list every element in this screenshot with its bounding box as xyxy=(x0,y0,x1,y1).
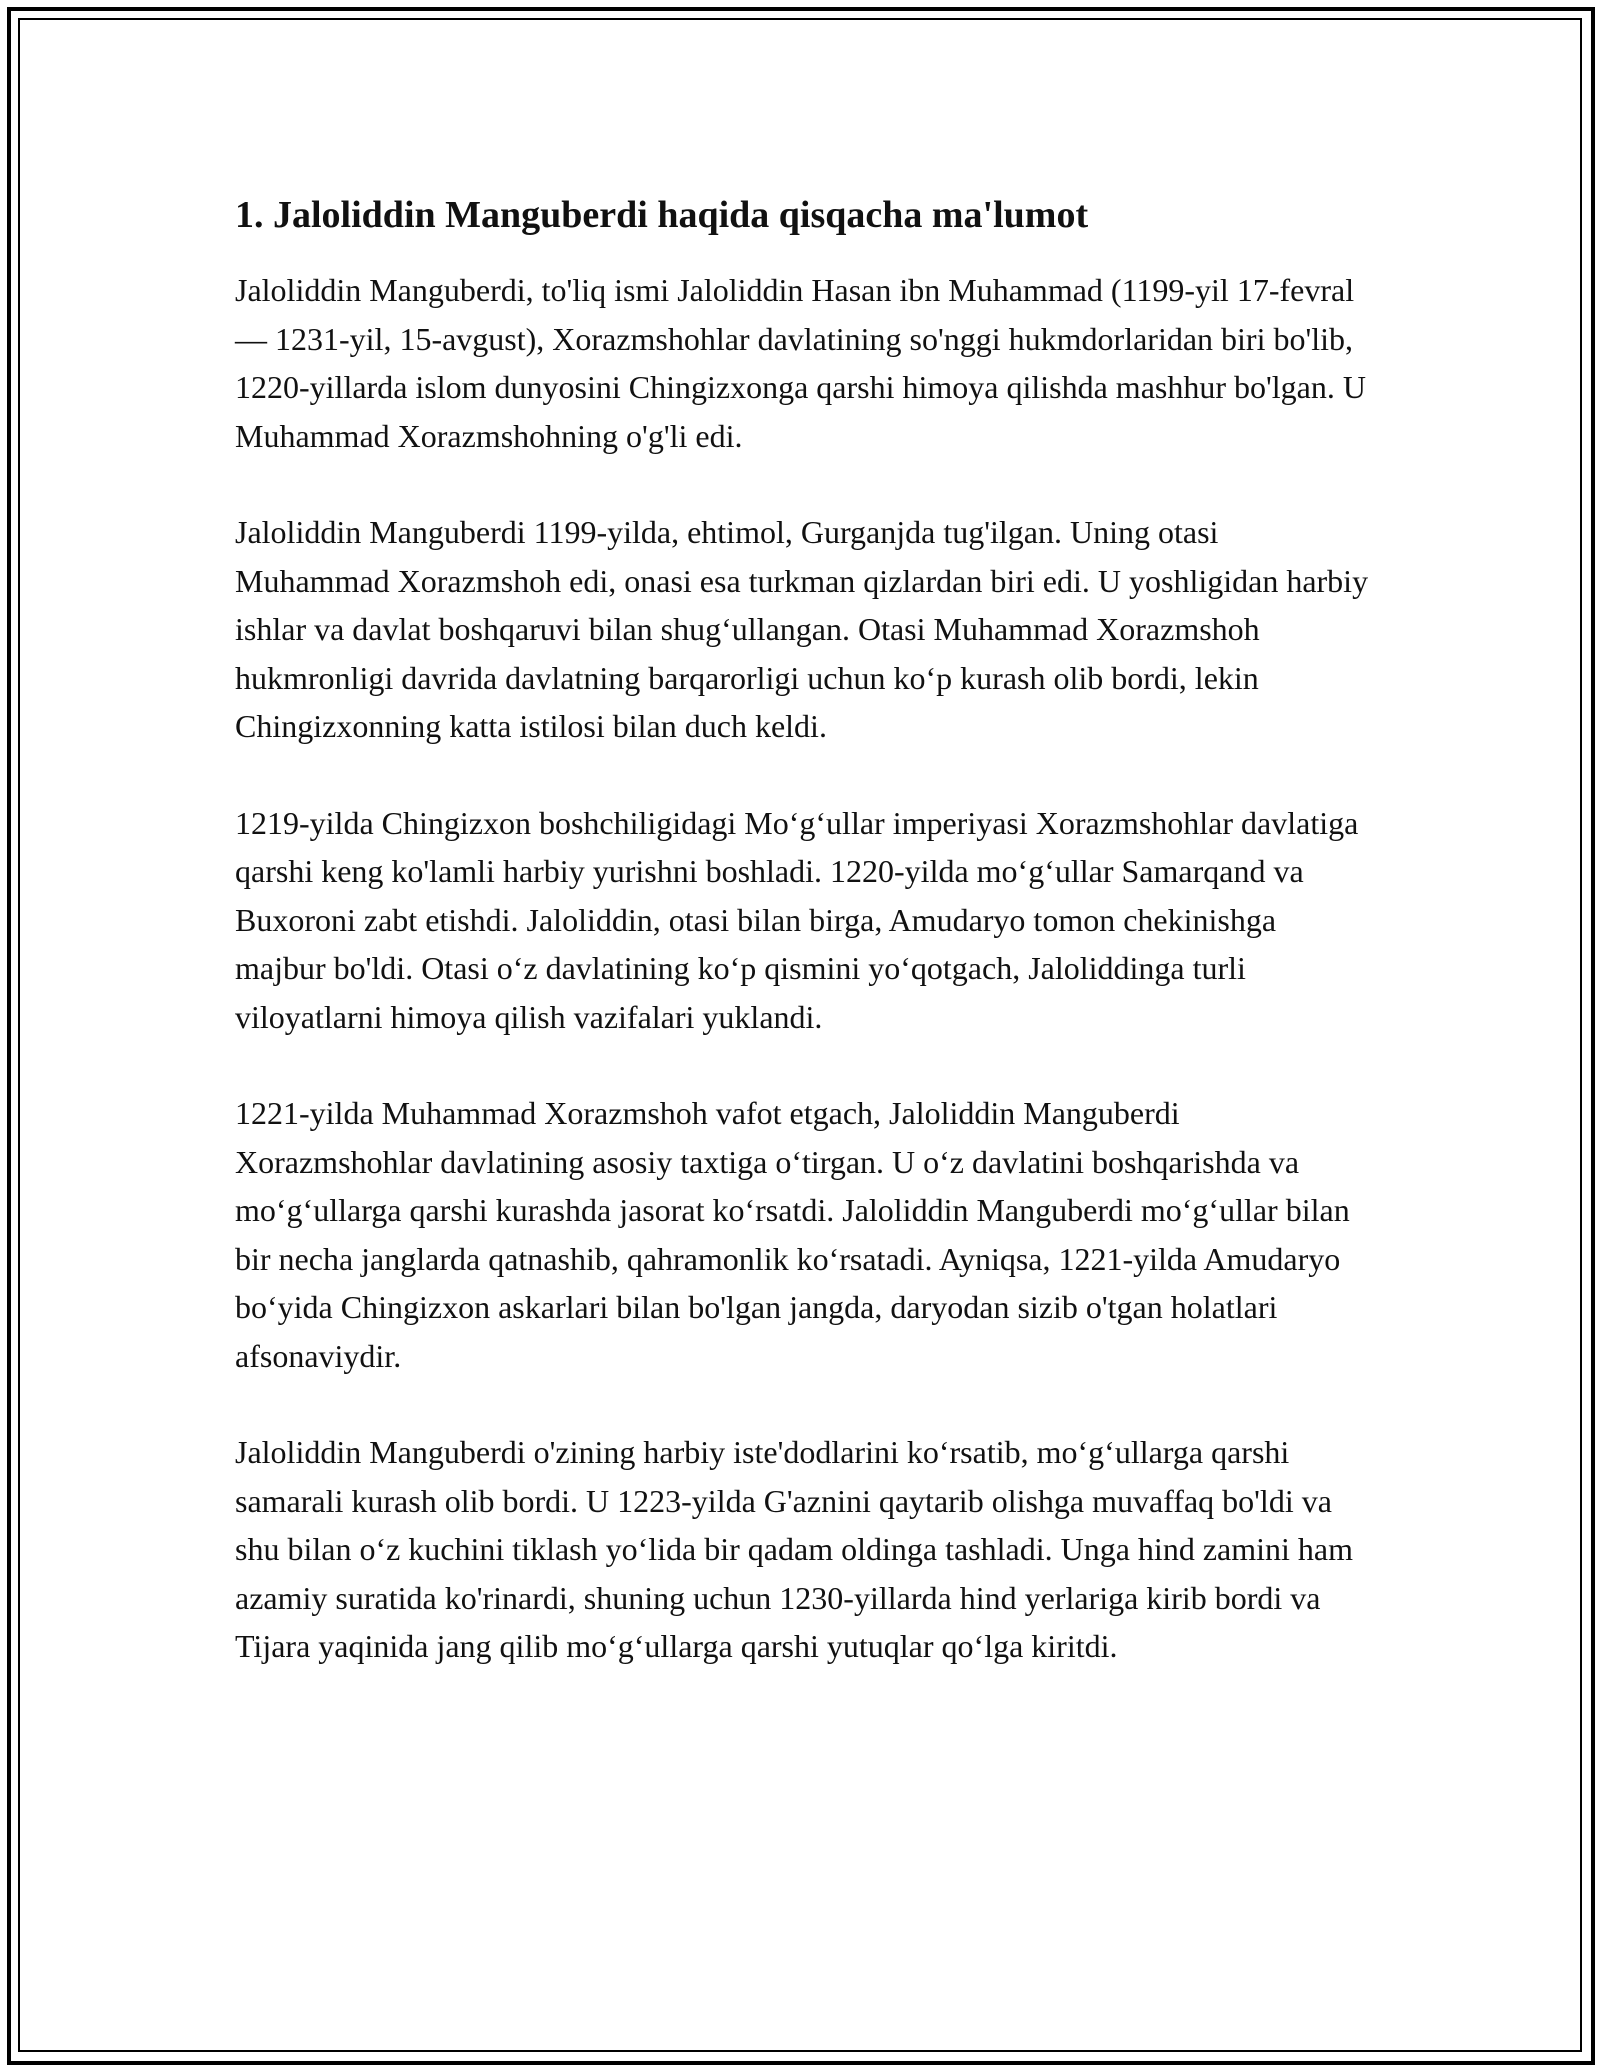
paragraph-2: Jaloliddin Manguberdi 1199-yilda, ehtimol, Gurganjda tug'ilgan. Uning otasi Muhammad Xorazmshoh edi, onasi esa turkman qizlardan biri edi. U yoshligidan harbiy ishlar va davlat boshqaruvi bilan shugʻullangan. Otasi Muhammad Xorazmshoh hukmronligi davrida davlatning barqarorligi uchun koʻp kurash olib bordi, lekin Chingizxonning katta istilosi bilan duch keldi. xyxy=(235,514,1369,744)
document-body xyxy=(235,190,1370,1719)
paragraph-1: Jaloliddin Manguberdi, to'liq ismi Jaloliddin Hasan ibn Muhammad (1199-yil 17-fevral — 1231-yil, 15-avgust), Xorazmshohlar davlatining so'nggi hukmdorlaridan biri bo'lib, 1220-yillarda islom dunyosini Chingizxonga qarshi himoya qilishda mashhur bo'lgan. U Muhammad Xorazmshohning o'g'li edi. xyxy=(235,272,1366,454)
document-title: 1. Jaloliddin Manguberdi haqida qisqacha ma'lumot xyxy=(235,194,1089,236)
paragraph-4: 1221-yilda Muhammad Xorazmshoh vafot etgach, Jaloliddin Manguberdi Xorazmshohlar davlatining asosiy taxtiga oʻtirgan. U oʻz davlatini boshqarishda va moʻgʻullarga qarshi kurashda jasorat koʻrsatdi. Jaloliddin Manguberdi moʻgʻullar bilan bir necha janglarda qatnashib, qahramonlik koʻrsatadi. Ayniqsa, 1221-yilda Amudaryo boʻyida Chingizxon askarlari bilan bo'lgan jangda, daryodan sizib o'tgan holatlari afsonaviydir. xyxy=(235,1095,1350,1374)
paragraph-5: Jaloliddin Manguberdi o'zining harbiy iste'dodlarini koʻrsatib, moʻgʻullarga qarshi samarali kurash olib bordi. U 1223-yilda G'aznini qaytarib olishga muvaffaq bo'ldi va shu bilan oʻz kuchini tiklash yoʻlida bir qadam oldinga tashladi. Unga hind zamini ham azamiy suratida ko'rinardi, shuning uchun 1230-yillarda hind yerlariga kirib bordi va Tijara yaqinida jang qilib moʻgʻullarga qarshi yutuqlar qoʻlga kiritdi. xyxy=(235,1434,1353,1664)
paragraph-3: 1219-yilda Chingizxon boshchiligidagi Moʻgʻullar imperiyasi Xorazmshohlar davlatiga qarshi keng ko'lamli harbiy yurishni boshladi. 1220-yilda moʻgʻullar Samarqand va Buxoroni zabt etishdi. Jaloliddin, otasi bilan birga, Amudaryo tomon chekinishga majbur bo'ldi. Otasi oʻz davlatining koʻp qismini yoʻqotgach, Jaloliddinga turli viloyatlarni himoya qilish vazifalari yuklandi. xyxy=(235,804,1359,1035)
